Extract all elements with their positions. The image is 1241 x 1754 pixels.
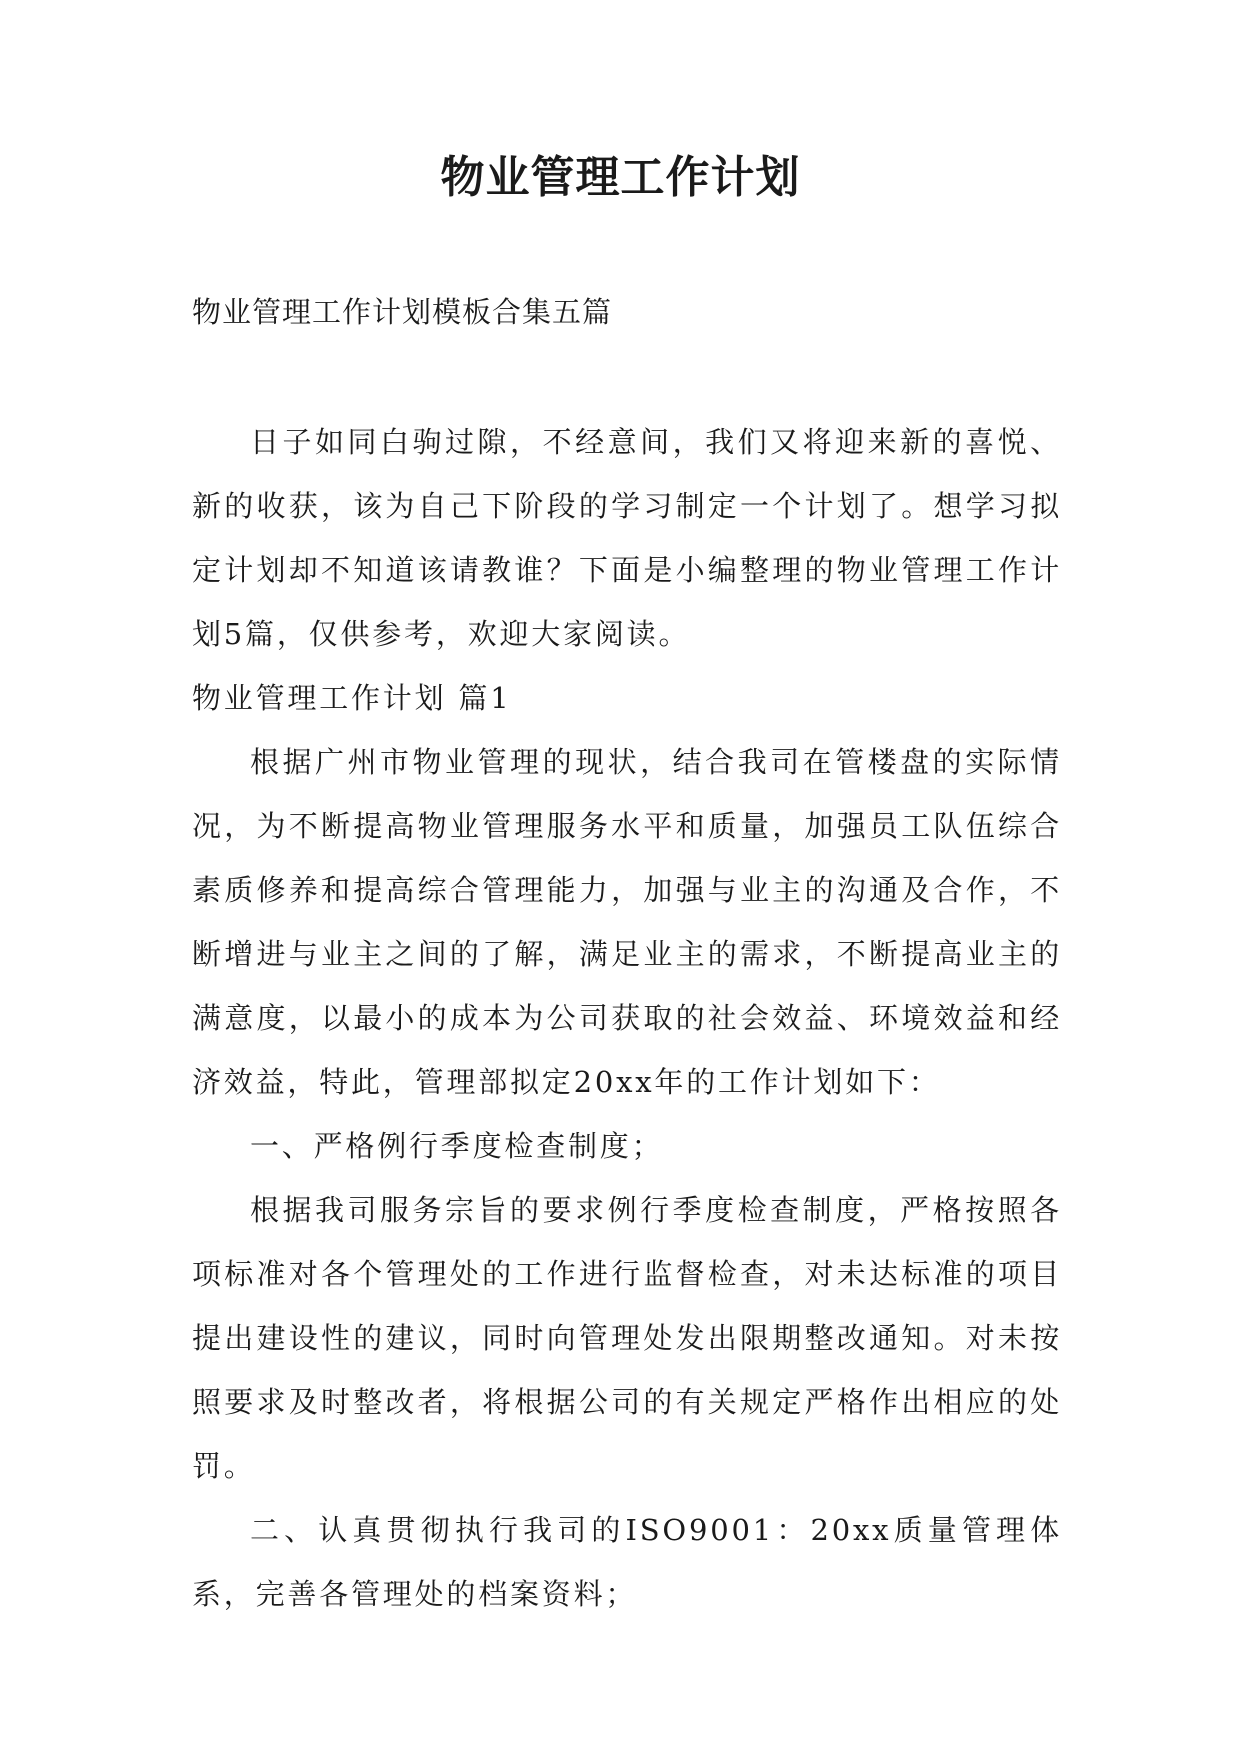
intro-paragraph: 日子如同白驹过隙，不经意间，我们又将迎来新的喜悦、新的收获，该为自己下阶段的学习制定一个计划了。想学习拟定计划却不知道该请教谁？下面是小编整理的物业管理工作计划5篇，仅供参考，欢迎大家阅读。 <box>192 425 1062 651</box>
document-subtitle: 物业管理工作计划模板合集五篇 <box>192 295 613 329</box>
list-heading: 二、认真贯彻执行我司的ISO9001：20xx质量管理体系，完善各管理处的档案资料； <box>192 1513 1062 1611</box>
document-body <box>192 410 1062 1626</box>
document-title: 物业管理工作计划 <box>440 152 801 203</box>
section-heading: 物业管理工作计划 篇1 <box>192 681 512 715</box>
body-paragraph: 根据我司服务宗旨的要求例行季度检查制度，严格按照各项标准对各个管理处的工作进行监督检查，对未达标准的项目提出建设性的建议，同时向管理处发出限期整改通知。对未按照要求及时整改者，将根据公司的有关规定严格作出相应的处罚。 <box>192 1193 1062 1483</box>
list-heading: 一、严格例行季度检查制度； <box>250 1129 664 1163</box>
body-paragraph: 根据广州市物业管理的现状，结合我司在管楼盘的实际情况，为不断提高物业管理服务水平和质量，加强员工队伍综合素质修养和提高综合管理能力，加强与业主的沟通及合作，不断增进与业主之间的了解，满足业主的需求，不断提高业主的满意度，以最小的成本为公司获取的社会效益、环境效益和经济效益，特此，管理部拟定20xx年的工作计划如下： <box>192 745 1062 1099</box>
